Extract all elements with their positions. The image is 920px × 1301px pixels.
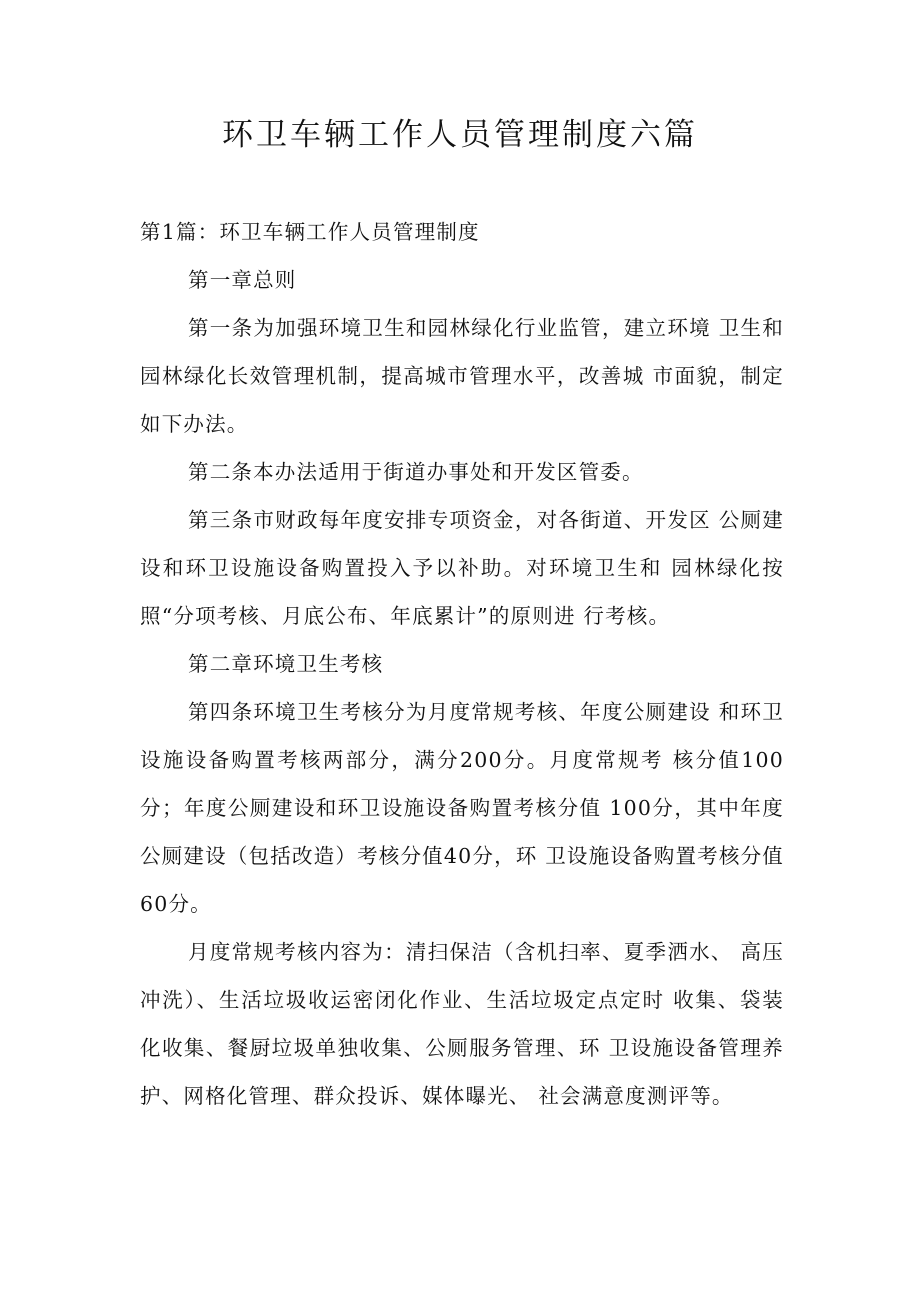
section-heading: 第1篇：环卫车辆工作人员管理制度 <box>140 220 480 244</box>
body-paragraph: 月度常规考核内容为：清扫保洁（含机扫率、夏季洒水、 高压冲洗）、生活垃圾收运密闭化作业、生活垃圾定点定时 收集、袋装化收集、餐厨垃圾单独收集、公厕服务管理、环 卫设施设备管理养护、网格化管理、群众投诉、媒体曝光、 社会满意度测评等。 <box>140 940 784 1108</box>
article-paragraph: 第一条为加强环境卫生和园林绿化行业监管，建立环境 卫生和园林绿化长效管理机制，提高城市管理水平，改善城 市面貌，制定如下办法。 <box>140 316 784 436</box>
article-paragraph: 第三条市财政每年度安排专项资金，对各街道、开发区 公厕建设和环卫设施设备购置投入予以补助。对环境卫生和 园林绿化按照“分项考核、月底公布、年底累计”的原则进 行考核。 <box>140 508 784 628</box>
document-body <box>140 208 784 1120</box>
article-paragraph: 第二条本办法适用于街道办事处和开发区管委。 <box>188 460 644 484</box>
chapter-heading: 第二章环境卫生考核 <box>188 652 384 676</box>
document-title: 环卫车辆工作人员管理制度六篇 <box>222 117 698 153</box>
chapter-heading: 第一章总则 <box>188 268 297 292</box>
article-paragraph: 第四条环境卫生考核分为月度常规考核、年度公厕建设 和环卫设施设备购置考核两部分，满分200分。月度常规考 核分值100分；年度公厕建设和环卫设施设备购置考核分值 100分，其中年度公厕建设（包括改造）考核分值40分，环 卫设施设备购置考核分值60分。 <box>140 700 784 916</box>
